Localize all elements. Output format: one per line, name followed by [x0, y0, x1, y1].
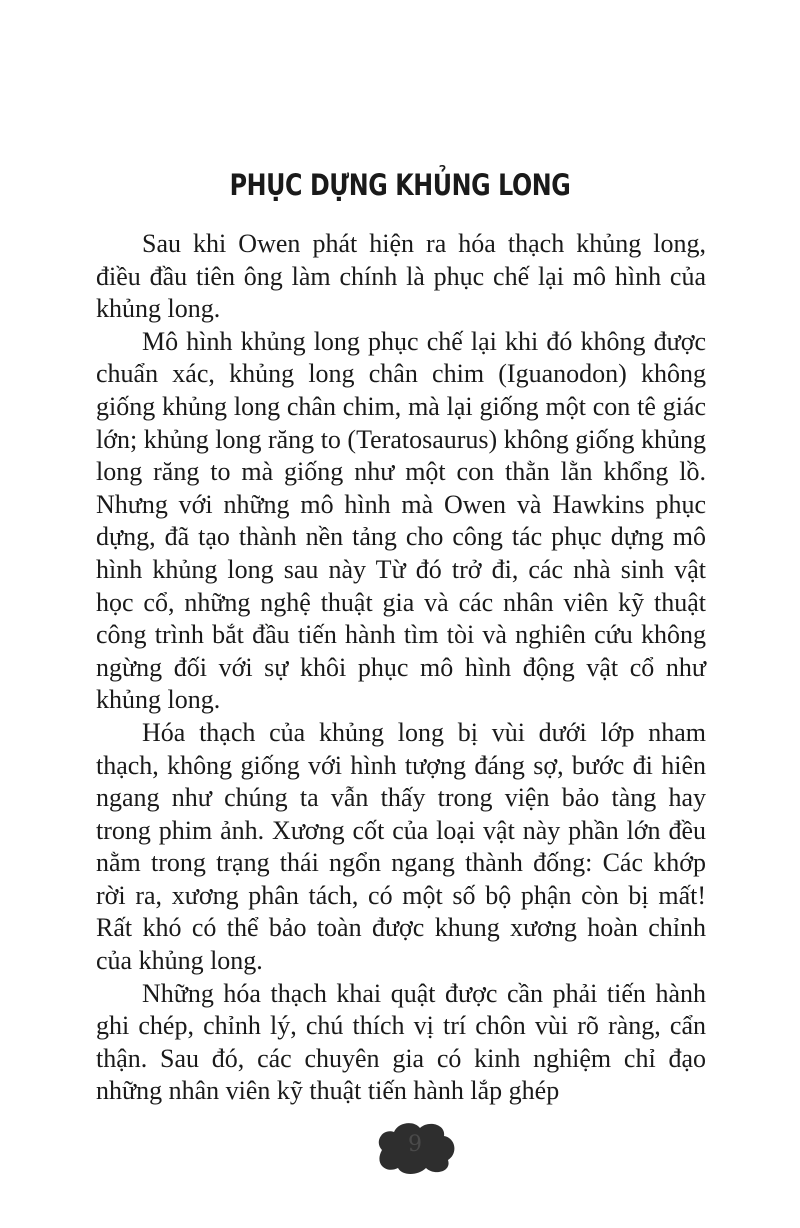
body-text	[96, 228, 706, 1108]
chapter-title: PHỤC DỰNG KHỦNG LONG	[229, 168, 571, 202]
page-number: 9	[408, 1132, 422, 1157]
paragraph: Hóa thạch của khủng long bị vùi dưới lớp nham thạch, không giống với hình tượng đáng sợ, bước đi hiên ngang như chúng ta vẫn thấy trong viện bảo tàng hay trong phim ảnh. Xương cốt của loại vật này phần lớn đều nằm trong trạng thái ngổn ngang thành đống: Các khớp rời ra, xương phân tách, có một số bộ phận còn bị mất! Rất khó có thể bảo toàn được khung xương hoàn chỉnh của khủng long.	[96, 717, 706, 976]
paragraph: Sau khi Owen phát hiện ra hóa thạch khủng long, điều đầu tiên ông làm chính là phục chế lại mô hình của khủng long.	[96, 229, 706, 324]
paragraph: Những hóa thạch khai quật được cần phải tiến hành ghi chép, chỉnh lý, chú thích vị trí chôn vùi rõ ràng, cẩn thận. Sau đó, các chuyên gia có kinh nghiệm chỉ đạo những nhân viên kỹ thuật tiến hành lắp ghép	[96, 978, 706, 1106]
paragraph: Mô hình khủng long phục chế lại khi đó không được chuẩn xác, khủng long chân chim (Iguanodon) không giống khủng long chân chim, mà lại giống một con tê giác lớn; khủng long răng to (Teratosaurus) không giống khủng long răng to mà giống như một con thằn lằn khổng lồ. Nhưng với những mô hình mà Owen và Hawkins phục dựng, đã tạo thành nền tảng cho công tác phục dựng mô hình khủng long sau này Từ đó trở đi, các nhà sinh vật học cổ, những nghệ thuật gia và các nhân viên kỹ thuật công trình bắt đầu tiến hành tìm tòi và nghiên cứu không ngừng đối với sự khôi phục mô hình động vật cổ như khủng long.	[96, 326, 706, 715]
page-number-badge	[372, 1120, 458, 1176]
